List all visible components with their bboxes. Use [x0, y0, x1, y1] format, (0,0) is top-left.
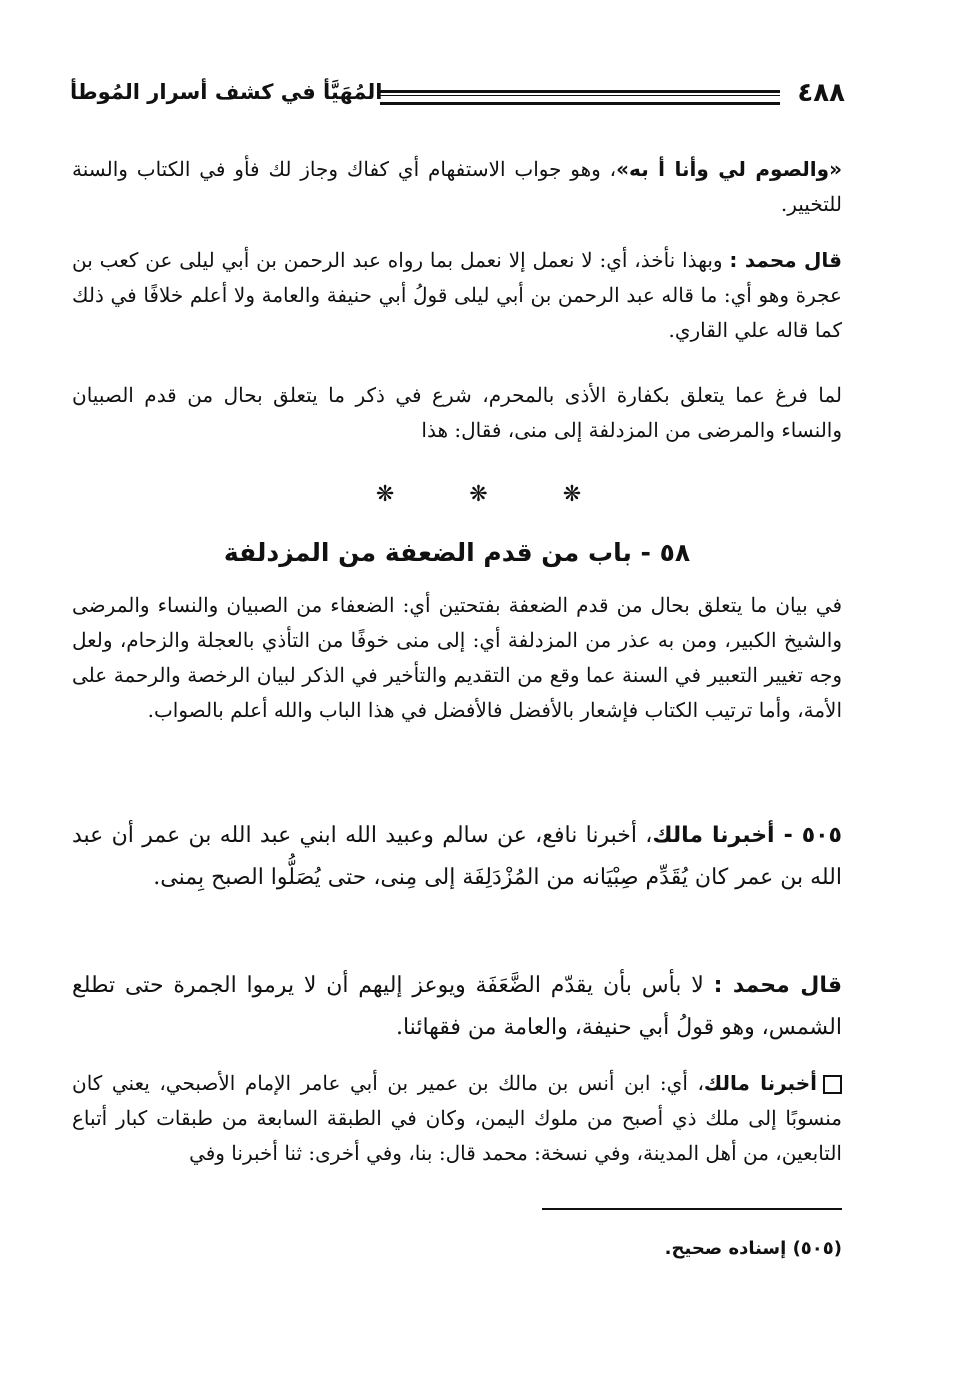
- speaker-label: قال محمد :: [713, 973, 842, 998]
- narrator-label: أخبرنا مالك: [652, 823, 775, 848]
- paragraph-1: [72, 152, 842, 222]
- star-ornament: ❋: [469, 482, 488, 507]
- narrator-label: أخبرنا مالك: [703, 1071, 817, 1095]
- paragraph-4: [72, 588, 842, 728]
- running-header: [70, 78, 845, 118]
- hadith-505: [72, 815, 842, 899]
- hadith-text: ، أخبرنا نافع، عن سالم وعبيد الله ابني عبد الله بن عمر أن عبد الله بن عمر كان يُقَدِّم صِبْيَانه من المُزْدَلِفَة إلى مِنى، حتى يُصَلُّوا الصبح بِمنى.: [72, 823, 842, 890]
- paragraph-6: [72, 965, 842, 1049]
- paragraph-text: لا بأس بأن يقدّم الضَّعَفَة ويوعز إليهم أن لا يرموا الجمرة حتى تطلع الشمس، وهو قولُ أبي حنيفة، والعامة من فقهائنا.: [72, 973, 842, 1040]
- paragraph-text: في بيان ما يتعلق بحال من قدم الضعفة بفتحتين أي: الضعفاء من الصبيان والنساء والمرضى والشيخ الكبير، ومن به عذر من المزدلفة أي: إلى منى خوفًا من التأذي بالعجلة والزحام، ولعل وجه تغيير التعبير في السنة عما وقع من التقديم والتأخير في الذكر لبيان الرخصة والرحمة على الأمة، وأما ترتيب الكتاب فإشعار بالأفضل فالأفضل في هذا الباب والله أعلم بالصواب.: [72, 593, 842, 722]
- paragraph-text: لما فرغ عما يتعلق بكفارة الأذى بالمحرم، شرع في ذكر ما يتعلق بحال من قدم الصبيان والنساء والمرضى من المزدلفة إلى منى، فقال: هذا: [72, 383, 842, 442]
- quote-bold: «والصوم لي وأنا أ به»: [616, 157, 843, 181]
- square-box-icon: [823, 1075, 842, 1094]
- header-rule: [380, 90, 780, 105]
- footnote-rule: [542, 1208, 842, 1210]
- page-number: ٤٨٨: [797, 78, 845, 108]
- chapter-title: ٥٨ - باب من قدم الضعفة من المزدلفة: [223, 538, 691, 567]
- book-title: المُهَيَّأ في كشف أسرار المُوطأ: [70, 80, 383, 104]
- paragraph-text: ، أي: ابن أنس بن مالك بن عمير بن أبي عامر الإمام الأصبحي، يعني كان منسوبًا إلى ملك ذي أصبح من ملوك اليمن، وكان في الطبقة السابعة من طبقات كبار أتباع التابعين، من أهل المدينة، وفي نسخة: محمد قال: بنا، وفي أخرى: ثنا أخبرنا وفي: [72, 1071, 842, 1165]
- paragraph-text: ، وهو جواب الاستفهام أي كفاك وجاز لك فأو في الكتاب والسنة للتخيير.: [72, 157, 842, 216]
- star-ornament: ❋: [375, 482, 395, 507]
- footnote: (٥٠٥) إسناده صحيح.: [664, 1238, 842, 1259]
- commentary-paragraph: [72, 1066, 842, 1171]
- section-separator: [0, 482, 957, 507]
- hadith-number: ٥٠٥ -: [774, 823, 842, 848]
- paragraph-2: [72, 243, 842, 348]
- star-ornament: ❋: [562, 482, 582, 507]
- paragraph-3: [72, 378, 842, 448]
- speaker-label: قال محمد :: [729, 248, 843, 272]
- paragraph-text: وبهذا نأخذ، أي: لا نعمل إلا نعمل بما رواه عبد الرحمن بن أبي ليلى عن كعب بن عجرة وهو أي: ما قاله عبد الرحمن بن أبي ليلى قولُ أبي حنيفة والعامة ولا أعلم خلافًا في ذلك كما قاله علي القاري.: [72, 248, 842, 342]
